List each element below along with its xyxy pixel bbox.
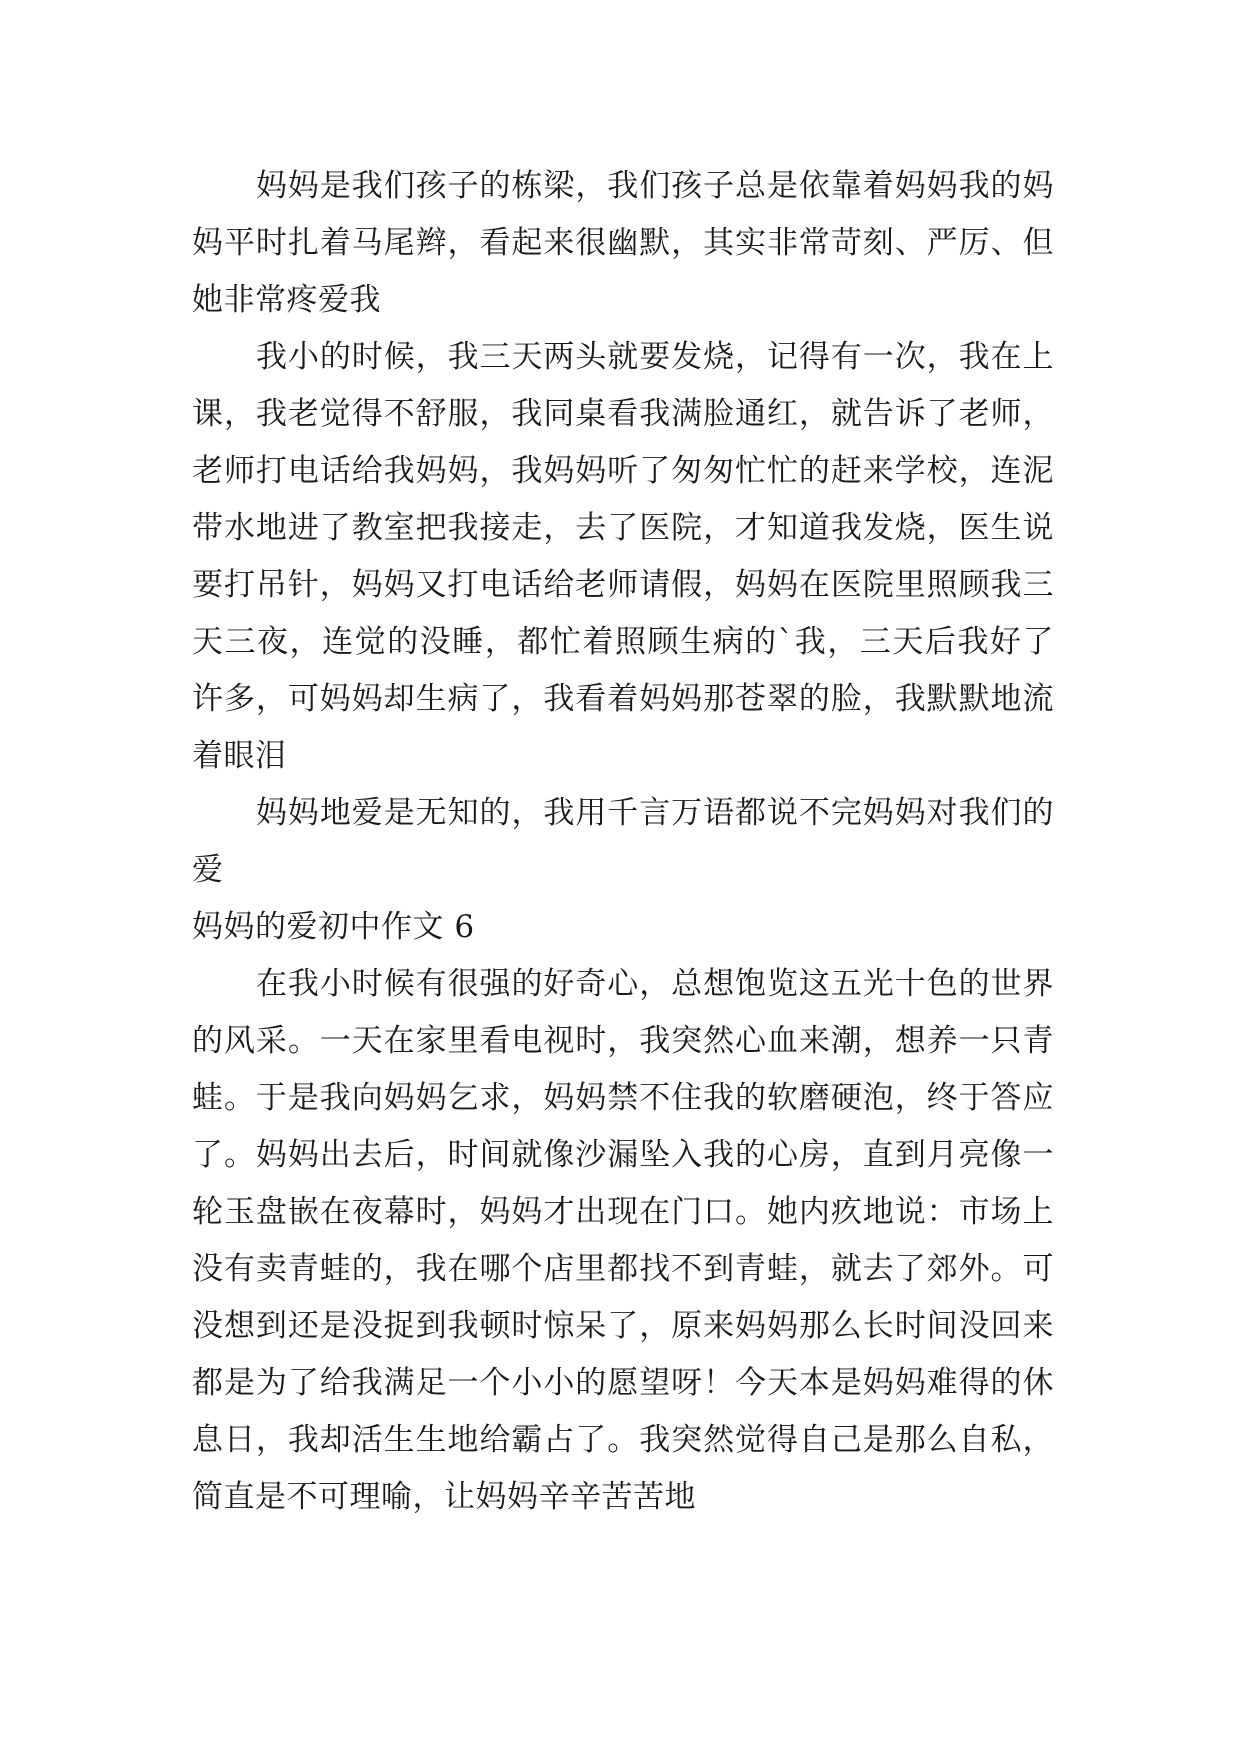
paragraph-fever-story: 我小的时候，我三天两头就要发烧，记得有一次，我在上课，我老觉得不舒服，我同桌看我满脸通红，就告诉了老师，老师打电话给我妈妈，我妈妈听了匆匆忙忙的赶来学校，连泥带水地进了教室把我接走，去了医院，才知道我发烧，医生说要打吊针，妈妈又打电话给老师请假，妈妈在医院里照顾我三天三夜，连觉的没睡，都忙着照顾生病的`我，三天后我好了许多，可妈妈却生病了，我看着妈妈那苍翠的脸，我默默地流着眼泪 [192, 339, 1054, 774]
paragraph-frog-story: 在我小时候有很强的好奇心，总想饱览这五光十色的世界的风采。一天在家里看电视时，我突然心血来潮，想养一只青蛙。于是我向妈妈乞求，妈妈禁不住我的软磨硬泡，终于答应了。妈妈出去后，时间就像沙漏坠入我的心房，直到月亮像一轮玉盘嵌在夜幕时，妈妈才出现在门口。她内疚地说：市场上没有卖青蛙的，我在哪个店里都找不到青蛙，就去了郊外。可没想到还是没捉到我顿时惊呆了，原来妈妈那么长时间没回来都是为了给我满足一个小小的愿望呀！今天本是妈妈难得的休息日，我却活生生地给霸占了。我突然觉得自己是那么自私，简直是不可理喻，让妈妈辛辛苦苦地 [192, 966, 1054, 1515]
paragraph-mother-love: 妈妈地爱是无知的，我用千言万语都说不完妈妈对我们的爱 [192, 795, 1054, 888]
document-body [192, 158, 1054, 1526]
paragraph-mother-pillar: 妈妈是我们孩子的栋梁，我们孩子总是依靠着妈妈我的妈妈平时扎着马尾辫，看起来很幽默，其实非常苛刻、严厉、但她非常疼爱我 [192, 168, 1054, 318]
section-title: 妈妈的爱初中作文 6 [192, 909, 475, 945]
